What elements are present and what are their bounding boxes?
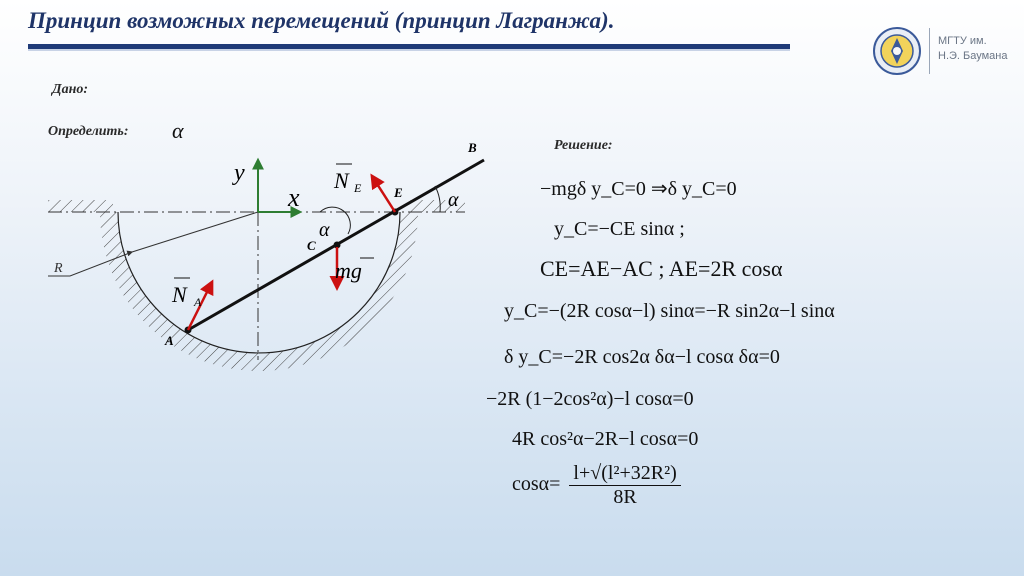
force-ne-subscript: E [354, 181, 362, 195]
force-na-subscript: A [194, 295, 202, 309]
given-label: Дано: [52, 82, 88, 97]
force-mg-label: mg [335, 258, 362, 283]
axis-y-label: y [234, 160, 245, 186]
equation-7: 4R cos²α−2R−l cosα=0 [512, 428, 699, 450]
point-c-label: C [307, 238, 316, 253]
equation-8-numerator: l+√(l²+32R²) [569, 462, 680, 486]
logo-line-2: Н.Э. Баумана [938, 50, 1008, 62]
equation-8-fraction [569, 462, 680, 509]
bowl-hatch [100, 212, 418, 371]
equation-8-denominator: 8R [613, 486, 637, 508]
force-ne-label: N [334, 168, 349, 193]
logo-line-1: МГТУ им. [938, 35, 987, 47]
solution-label: Решение: [554, 138, 613, 153]
radius-label: R [54, 261, 63, 276]
normal-force-e-arrow [372, 176, 395, 212]
angle-alpha-b: α [448, 189, 459, 211]
angle-alpha-c: α [319, 219, 330, 241]
equation-4: y_C=−(2R cosα−l) sinα=−R sin2α−l sinα [504, 300, 835, 322]
equation-8 [512, 462, 681, 509]
point-e-label: E [394, 185, 403, 200]
equation-5: δ y_C=−2R cos2α δα−l cosα δα=0 [504, 346, 780, 368]
point-b-label: B [468, 140, 477, 155]
slide-title: Принцип возможных перемещений (принцип Лагранжа). [28, 8, 615, 33]
equation-3: CE=AE−AC ; AE=2R cosα [540, 256, 783, 281]
radius-line [132, 212, 258, 252]
axis-x-label: x [288, 183, 300, 212]
equation-2: y_C=−CE sinα ; [554, 218, 685, 240]
equation-1: −mgδ y_C=0 ⇒δ y_C=0 [540, 178, 737, 200]
equation-8-lhs: cosα= [512, 473, 561, 496]
equation-6: −2R (1−2cos²α)−l cosα=0 [486, 388, 694, 410]
point-a-label: A [165, 333, 174, 348]
ground-hatch-left [48, 200, 113, 212]
find-label: Определить: [48, 124, 129, 139]
force-na-label: N [172, 282, 187, 307]
find-value: α [172, 118, 184, 143]
